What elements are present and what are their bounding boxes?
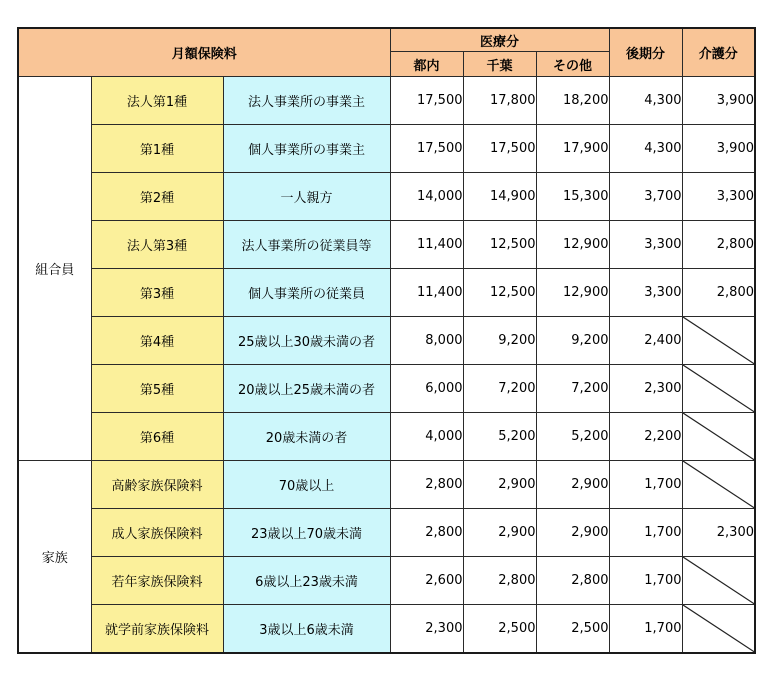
koki-value-cell: 2,200 [609,413,682,461]
koki-value-cell: 1,700 [609,461,682,509]
chiba-value-cell: 17,800 [463,77,536,125]
kaigo-not-applicable-cell [682,413,755,461]
chiba-value-cell: 2,500 [463,605,536,654]
description-cell: 個人事業所の事業主 [223,125,390,173]
header-tonai: 都内 [390,52,463,77]
table-row [18,509,755,557]
table-row [18,365,755,413]
kaigo-not-applicable-cell [682,557,755,605]
other-value-cell: 2,900 [536,461,609,509]
tonai-value-cell: 17,500 [390,125,463,173]
table-row [18,269,755,317]
header-kaigo: 介護分 [682,28,755,77]
description-cell: 法人事業所の事業主 [223,77,390,125]
chiba-value-cell: 9,200 [463,317,536,365]
tonai-value-cell: 2,300 [390,605,463,654]
table-row [18,77,755,125]
chiba-value-cell: 14,900 [463,173,536,221]
other-value-cell: 9,200 [536,317,609,365]
diagonal-slash-icon [683,557,755,604]
kaigo-not-applicable-cell [682,461,755,509]
other-value-cell: 18,200 [536,77,609,125]
other-value-cell: 12,900 [536,221,609,269]
insurance-fee-table [17,27,756,654]
tonai-value-cell: 4,000 [390,413,463,461]
koki-value-cell: 4,300 [609,77,682,125]
table-row [18,461,755,509]
category-cell: 法人第3種 [91,221,223,269]
diagonal-slash-icon [683,413,755,460]
table-row [18,173,755,221]
other-value-cell: 12,900 [536,269,609,317]
category-cell: 第6種 [91,413,223,461]
header-monthly-premium: 月額保険料 [18,28,390,77]
other-value-cell: 7,200 [536,365,609,413]
header-other: その他 [536,52,609,77]
chiba-value-cell: 2,900 [463,461,536,509]
koki-value-cell: 1,700 [609,509,682,557]
description-cell: 20歳以上25歳未満の者 [223,365,390,413]
other-value-cell: 2,500 [536,605,609,654]
table-row [18,605,755,654]
tonai-value-cell: 6,000 [390,365,463,413]
chiba-value-cell: 7,200 [463,365,536,413]
description-cell: 法人事業所の従業員等 [223,221,390,269]
kaigo-value-cell: 2,300 [682,509,755,557]
other-value-cell: 15,300 [536,173,609,221]
category-cell: 第1種 [91,125,223,173]
kaigo-value-cell: 2,800 [682,269,755,317]
kaigo-value-cell: 2,800 [682,221,755,269]
chiba-value-cell: 17,500 [463,125,536,173]
koki-value-cell: 3,300 [609,269,682,317]
description-cell: 6歳以上23歳未満 [223,557,390,605]
description-cell: 70歳以上 [223,461,390,509]
description-cell: 一人親方 [223,173,390,221]
other-value-cell: 5,200 [536,413,609,461]
category-cell: 高齢家族保険料 [91,461,223,509]
tonai-value-cell: 2,800 [390,509,463,557]
koki-value-cell: 2,400 [609,317,682,365]
diagonal-slash-icon [683,317,755,364]
description-cell: 23歳以上70歳未満 [223,509,390,557]
tonai-value-cell: 11,400 [390,221,463,269]
other-value-cell: 2,900 [536,509,609,557]
koki-value-cell: 1,700 [609,557,682,605]
group-label: 組合員 [18,77,91,461]
header-koki: 後期分 [609,28,682,77]
kaigo-not-applicable-cell [682,365,755,413]
tonai-value-cell: 11,400 [390,269,463,317]
diagonal-slash-icon [683,605,755,652]
kaigo-not-applicable-cell [682,317,755,365]
kaigo-value-cell: 3,900 [682,77,755,125]
category-cell: 第4種 [91,317,223,365]
tonai-value-cell: 14,000 [390,173,463,221]
table-body [18,77,755,654]
tonai-value-cell: 2,600 [390,557,463,605]
description-cell: 個人事業所の従業員 [223,269,390,317]
category-cell: 就学前家族保険料 [91,605,223,654]
diagonal-slash-icon [683,461,755,508]
tonai-value-cell: 17,500 [390,77,463,125]
description-cell: 25歳以上30歳未満の者 [223,317,390,365]
other-value-cell: 17,900 [536,125,609,173]
table-row [18,317,755,365]
tonai-value-cell: 2,800 [390,461,463,509]
table-row [18,413,755,461]
group-label: 家族 [18,461,91,654]
category-cell: 第3種 [91,269,223,317]
other-value-cell: 2,800 [536,557,609,605]
koki-value-cell: 3,700 [609,173,682,221]
table-row [18,125,755,173]
chiba-value-cell: 2,900 [463,509,536,557]
category-cell: 第5種 [91,365,223,413]
category-cell: 成人家族保険料 [91,509,223,557]
chiba-value-cell: 2,800 [463,557,536,605]
diagonal-slash-icon [683,365,755,412]
header-chiba: 千葉 [463,52,536,77]
koki-value-cell: 3,300 [609,221,682,269]
koki-value-cell: 1,700 [609,605,682,654]
kaigo-value-cell: 3,900 [682,125,755,173]
koki-value-cell: 4,300 [609,125,682,173]
category-cell: 若年家族保険料 [91,557,223,605]
kaigo-not-applicable-cell [682,605,755,654]
category-cell: 法人第1種 [91,77,223,125]
chiba-value-cell: 5,200 [463,413,536,461]
kaigo-value-cell: 3,300 [682,173,755,221]
chiba-value-cell: 12,500 [463,269,536,317]
description-cell: 20歳未満の者 [223,413,390,461]
description-cell: 3歳以上6歳未満 [223,605,390,654]
header-medical: 医療分 [390,28,609,52]
category-cell: 第2種 [91,173,223,221]
koki-value-cell: 2,300 [609,365,682,413]
table-row [18,557,755,605]
tonai-value-cell: 8,000 [390,317,463,365]
table-row [18,221,755,269]
chiba-value-cell: 12,500 [463,221,536,269]
